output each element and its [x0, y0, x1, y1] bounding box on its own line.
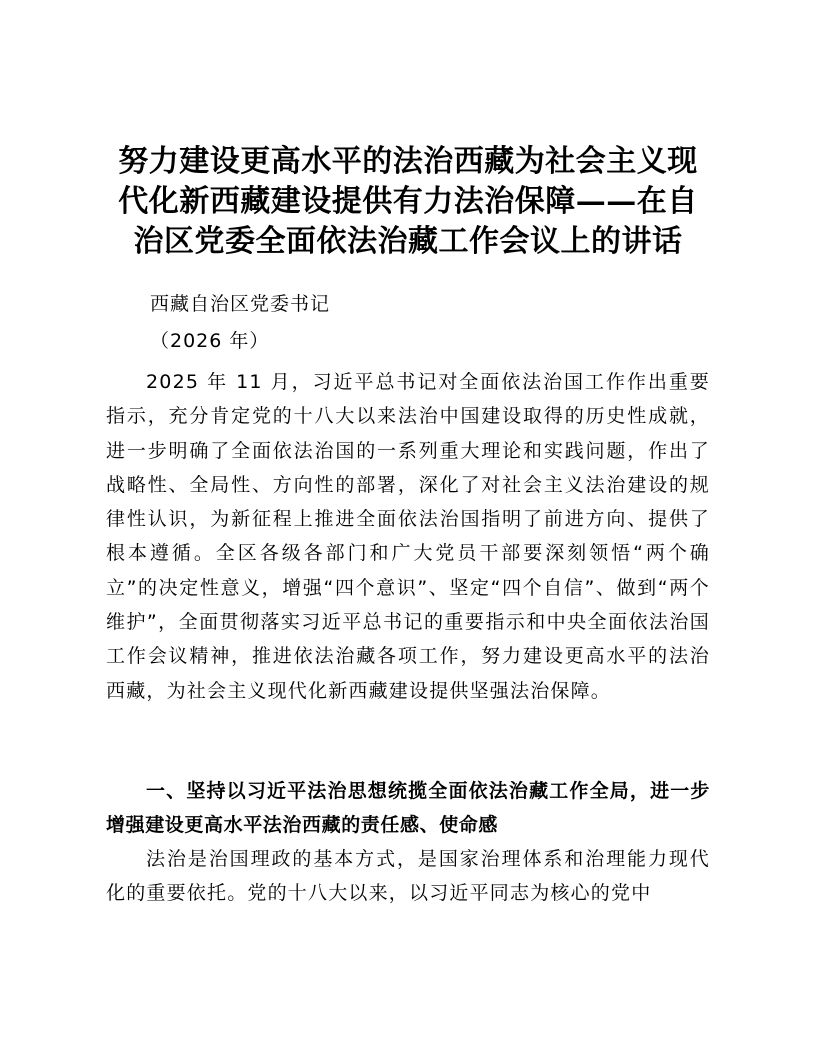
paragraph-2: 法治是治国理政的基本方式，是国家治理体系和治理能力现代化的重要依托。党的十八大以来，以习近平同志为核心的党中 [106, 848, 710, 905]
document-title: 努力建设更高水平的法治西藏为社会主义现代化新西藏建设提供有力法治保障——在自治区党委全面依法治藏工作会议上的讲话 [118, 144, 698, 259]
year-line: （2026 年） [150, 330, 270, 352]
author-line: 西藏自治区党委书记 [150, 293, 331, 315]
section-1-heading: 一、坚持以习近平法治思想统揽全面依法治藏工作全局，进一步增强建设更高水平法治西藏的责任感、使命感 [106, 780, 710, 836]
paragraph-1: 2025 年 11 月，习近平总书记对全面依法治国工作作出重要指示，充分肯定党的十八大以来法治中国建设取得的历史性成就，进一步明确了全面依法治国的一系列重大理论和实践问题，作出了战略性、全局性、方向性的部署，深化了对社会主义法治建设的规律性认识，为新征程上推进全面依法治国指明了前进方向、提供了根本遵循。全区各级各部门和广大党员干部要深刻领悟“两个确立”的决定性意义，增强“四个意识”、坚定“四个自信”、做到“两个维护”，全面贯彻落实习近平总书记的重要指示和中央全面依法治国工作会议精神，推进依法治藏各项工作，努力建设更高水平的法治西藏，为社会主义现代化新西藏建设提供坚强法治保障。 [106, 371, 710, 702]
